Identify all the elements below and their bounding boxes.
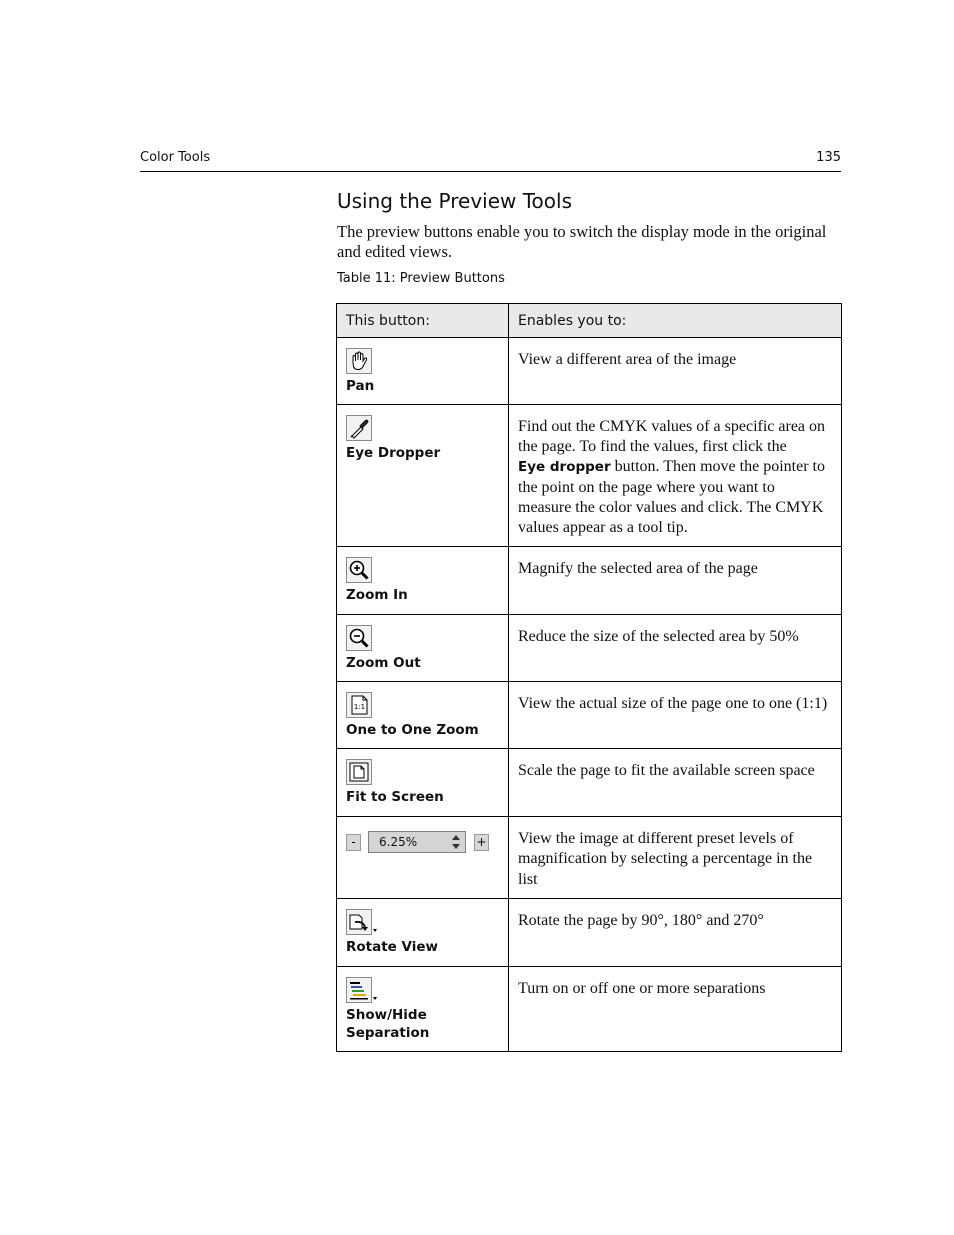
button-name xyxy=(346,1006,499,1042)
button-name-line: Show/Hide xyxy=(346,1006,427,1023)
zoom-level-value: 6.25% xyxy=(379,835,418,850)
table-header-row xyxy=(337,304,842,338)
description-cell: View the actual size of the page one to one (1:1) xyxy=(509,682,842,749)
zoom-decrease-button: - xyxy=(346,834,361,851)
description-text: button. Then move the pointer to the point on the page where you want to measure the color values and click. The CMYK values appear as a tool tip. xyxy=(518,458,825,537)
spinner-arrows-icon xyxy=(451,834,461,850)
button-name: Zoom Out xyxy=(346,655,421,672)
button-cell xyxy=(337,749,509,817)
preview-buttons-table xyxy=(336,303,842,1052)
column-header-button: This button: xyxy=(337,304,509,338)
button-name: Fit to Screen xyxy=(346,789,444,806)
description-cell: Reduce the size of the selected area by 50% xyxy=(509,615,842,682)
section-title: Using the Preview Tools xyxy=(337,189,572,213)
description-bold-term: Eye dropper xyxy=(518,459,611,476)
table-row xyxy=(337,682,842,749)
button-name-line: Separation xyxy=(346,1024,430,1041)
button-name: One to One Zoom xyxy=(346,722,479,739)
eyedropper-icon xyxy=(346,415,372,441)
one-to-one-icon xyxy=(346,692,372,718)
description-cell: Rotate the page by 90°, 180° and 270° xyxy=(509,898,842,966)
button-name: Zoom In xyxy=(346,587,408,604)
zoom-in-icon xyxy=(346,557,372,583)
page-number: 135 xyxy=(816,150,841,165)
table-row xyxy=(337,817,842,899)
button-cell xyxy=(337,547,509,615)
button-cell xyxy=(337,405,509,547)
zoom-level-field xyxy=(368,831,466,853)
table-row xyxy=(337,547,842,615)
description-cell: Turn on or off one or more separations xyxy=(509,966,842,1051)
zoom-out-icon xyxy=(346,625,372,651)
description-cell xyxy=(509,405,842,547)
table-row xyxy=(337,338,842,405)
intro-paragraph: The preview buttons enable you to switch the display mode in the original and edited views. xyxy=(337,222,827,261)
separations-icon xyxy=(346,977,378,1003)
description-cell: View the image at different preset levels of magnification by selecting a percentage in the list xyxy=(509,817,842,899)
button-name: Rotate View xyxy=(346,938,439,955)
rotate-icon xyxy=(346,909,378,935)
button-cell xyxy=(337,817,509,899)
button-cell xyxy=(337,898,509,966)
description-cell: Magnify the selected area of the page xyxy=(509,547,842,615)
button-name: Eye Dropper xyxy=(346,445,441,461)
description-text: Find out the CMYK values of a specific area on the page. To find the values, first click the xyxy=(518,418,826,456)
description-cell: Scale the page to fit the available screen space xyxy=(509,749,842,817)
button-cell xyxy=(337,682,509,749)
description-cell: View a different area of the image xyxy=(509,338,842,405)
table-caption: Table 11: Preview Buttons xyxy=(337,271,505,286)
table-row xyxy=(337,615,842,682)
header-rule xyxy=(140,171,841,172)
button-name: Pan xyxy=(346,378,375,394)
running-header-section: Color Tools xyxy=(140,150,211,165)
table-row xyxy=(337,898,842,966)
table-row xyxy=(337,966,842,1051)
zoom-level-control xyxy=(346,829,499,855)
table-row xyxy=(337,749,842,817)
button-cell xyxy=(337,615,509,682)
table-row xyxy=(337,405,842,547)
button-cell xyxy=(337,338,509,405)
fit-to-screen-icon xyxy=(346,759,372,785)
column-header-description: Enables you to: xyxy=(509,304,842,338)
hand-icon xyxy=(346,348,372,374)
zoom-increase-button: + xyxy=(474,834,489,851)
svg-text:1:1: 1:1 xyxy=(353,703,366,712)
button-cell xyxy=(337,966,509,1051)
